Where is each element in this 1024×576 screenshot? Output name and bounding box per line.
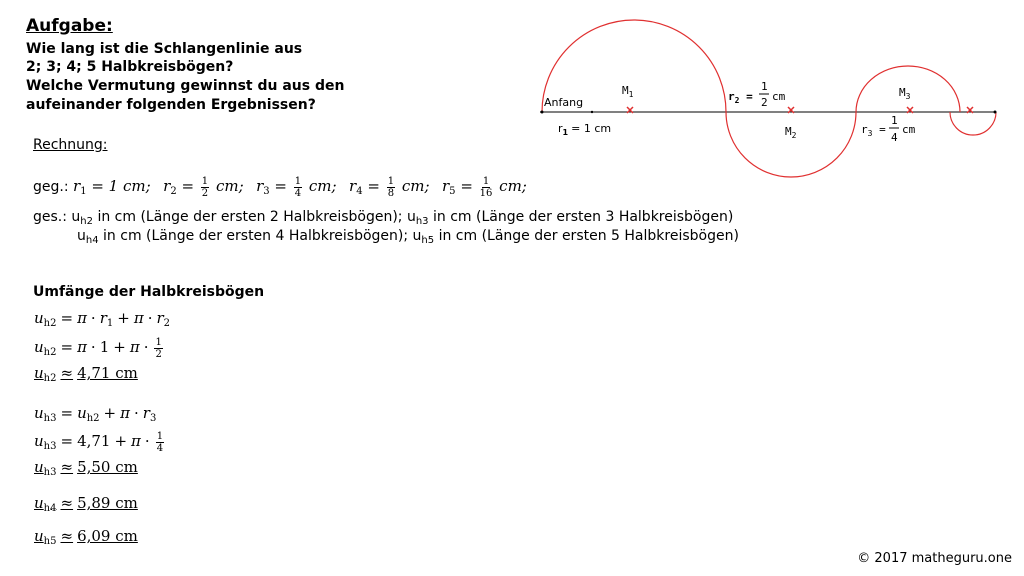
given-r3: $r_3$ = $\frac{1}{4}$ cm; [256, 175, 337, 199]
r3-label [861, 114, 916, 144]
equation-uh4-result: $u_{h4} \approx 5,89$ cm [34, 494, 138, 514]
sought-line-2: $u_{h4}$ in cm (Länge der ersten 4 Halbkreisbögen); $u_{h5}$ in cm (Länge der ersten 5 Halbkreisbögen) [77, 228, 739, 246]
calculation-label: Rechnung: [33, 137, 108, 153]
given-r4: $r_4$ = $\frac{1}{8}$ cm; [349, 175, 430, 199]
equation-uh2-substituted: $u_{h2} = \pi \cdot 1 + \pi$ · $\frac{1}{2}$ [34, 336, 162, 360]
m3-label: $M_3$ [899, 86, 911, 101]
svg-text:1: 1 [891, 114, 898, 127]
equation-uh5-result: $u_{h5} \approx 6,09$ cm [34, 527, 138, 547]
svg-text:r2 =: $r_2$ = [728, 90, 753, 105]
equation-uh3-formula: $u_{h3} = u_{h2} + \pi \cdot r_3$ [34, 404, 157, 424]
given-r2: $r_2$ = $\frac{1}{2}$ cm; [163, 175, 244, 199]
given-r1: $r_1 = 1$ cm; [73, 177, 151, 197]
equation-uh3-substituted: $u_{h3} = 4,71 + \pi$ · $\frac{1}{4}$ [34, 430, 164, 454]
equation-uh2-formula: $u_{h2} = \pi \cdot r_1 + \pi \cdot r_2$ [34, 309, 171, 329]
given-line [33, 172, 527, 206]
svg-text:1: 1 [761, 80, 768, 93]
m2-label: $M_2$ [785, 125, 797, 140]
task-line-2: 2; 3; 4; 5 Halbkreisbögen? [26, 59, 234, 75]
sought-label: ges.: [33, 209, 67, 225]
given-r5: $r_5$ = $\frac{1}{16}$ cm; [442, 175, 527, 199]
sought-line-1: ges.: $u_{h2}$ in cm (Länge der ersten 2 Halbkreisbögen); $u_{h3}$ in cm (Länge der ersten 3 Halbkreisbögen) [33, 209, 734, 227]
semicircle-2 [726, 112, 856, 177]
copyright: © 2017 matheguru.one [857, 551, 1012, 566]
equation-uh2-result: $u_{h2} \approx 4,71$ cm [34, 364, 138, 384]
equation-uh3-result: $u_{h3} \approx 5,50$ cm [34, 458, 138, 478]
task-line-4: aufeinander folgenden Ergebnissen? [26, 97, 316, 113]
semicircle-diagram [530, 10, 1020, 200]
r1-label: $r_1 = 1$ cm [558, 122, 612, 137]
m1-label: $M_1$ [622, 84, 634, 99]
r2-label [728, 80, 786, 109]
semicircle-3 [856, 66, 960, 112]
svg-text:r3 =: $r_3$ = [861, 123, 886, 138]
task-line-3: Welche Vermutung gewinnst du aus den [26, 78, 345, 94]
svg-text:4: 4 [891, 131, 898, 144]
task-line-1: Wie lang ist die Schlangenlinie aus [26, 41, 303, 57]
svg-text:2: 2 [761, 96, 768, 109]
svg-text:cm: cm [772, 90, 786, 103]
task-title: Aufgabe: [26, 16, 113, 36]
perimeters-title: Umfänge der Halbkreisbögen [33, 284, 265, 300]
given-label: geg.: [33, 179, 69, 195]
svg-text:cm: cm [902, 123, 916, 136]
semicircle-4 [950, 112, 996, 135]
start-label: Anfang [544, 96, 584, 109]
